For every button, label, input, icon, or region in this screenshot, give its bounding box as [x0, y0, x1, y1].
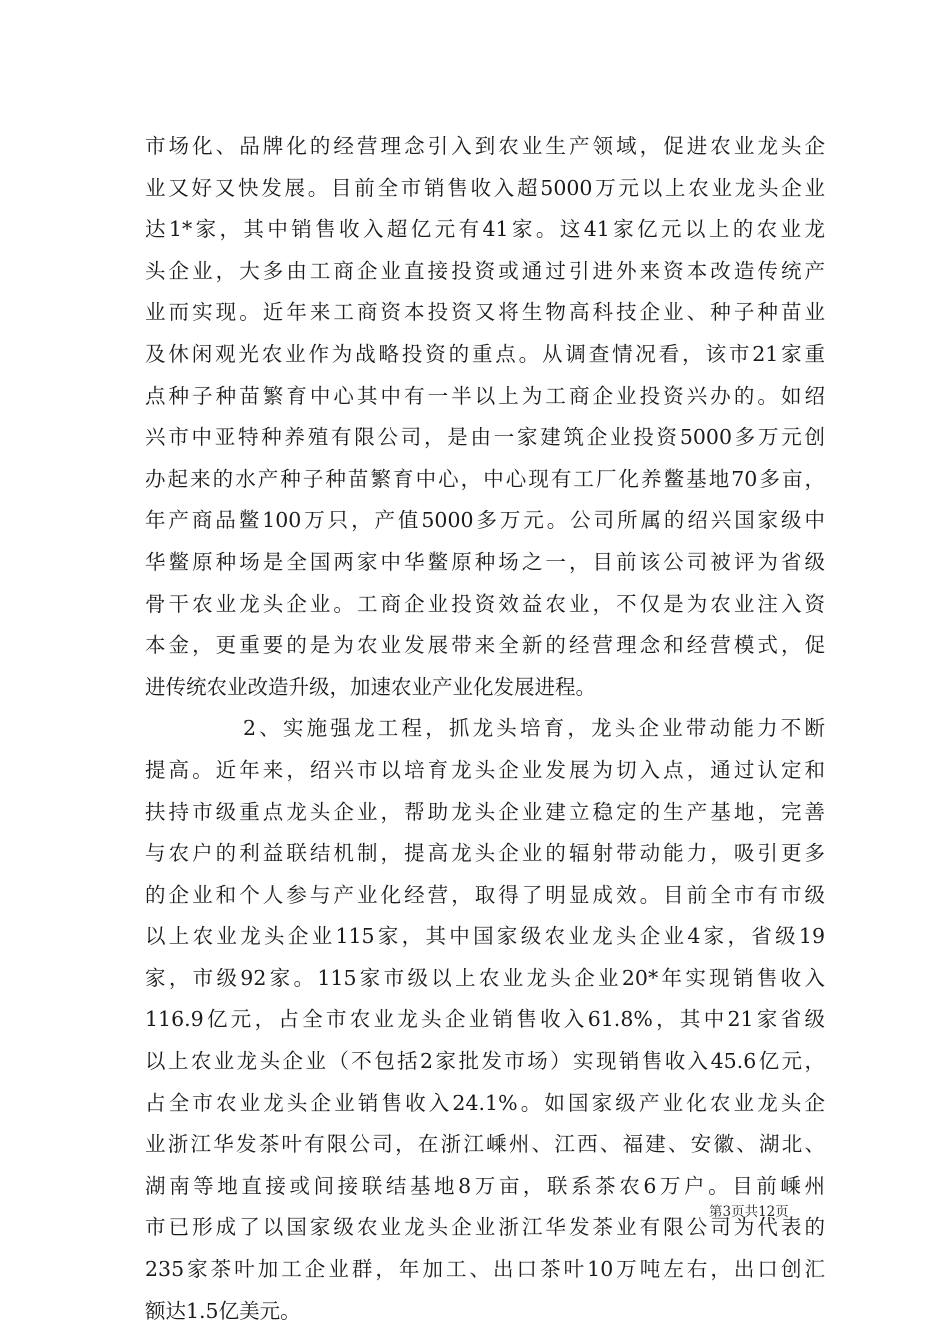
text-line: 235家茶叶加工企业群，年加工、出口茶叶10万吨左右，出口创汇 [145, 1257, 825, 1282]
text-line: 扶持市级重点龙头企业，帮助龙头企业建立稳定的生产基地，完善 [145, 799, 825, 824]
text-line: 占全市农业龙头企业销售收入24.1%。如国家级产业化农业龙头企 [145, 1090, 825, 1115]
text-line: 以上农业龙头企业（不包括2家批发市场）实现销售收入45.6亿元， [145, 1049, 825, 1074]
text-line: 2、实施强龙工程，抓龙头培育，龙头企业带动能力不断 [243, 716, 825, 741]
page-number-footer: 第3页共12页 [709, 1204, 789, 1220]
text-line: 进传统农业改造升级，加速农业产业化发展进程。 [145, 674, 596, 699]
text-line: 业浙江华发茶叶有限公司，在浙江嵊州、江西、福建、安徽、湖北、 [145, 1132, 825, 1157]
text-line: 头企业，大多由工商企业直接投资或通过引进外来资本改造传统产 [145, 258, 825, 283]
text-line: 湖南等地直接或间接联结基地8万亩，联系茶农6万户。目前嵊州 [145, 1173, 825, 1198]
text-line: 以上农业龙头企业115家，其中国家级农业龙头企业4家，省级19 [145, 924, 825, 949]
text-line: 市已形成了以国家级农业龙头企业浙江华发茶业有限公司为代表的 [145, 1215, 825, 1240]
text-line: 家，市级92家。115家市级以上农业龙头企业20*年实现销售收入 [145, 965, 825, 990]
text-line: 华鳖原种场是全国两家中华鳖原种场之一，目前该公司被评为省级 [145, 549, 825, 574]
text-line: 116.9亿元，占全市农业龙头企业销售收入61.8%，其中21家省级 [145, 1007, 825, 1032]
text-line: 业而实现。近年来工商资本投资又将生物高科技企业、种子种苗业 [145, 300, 825, 325]
text-line: 业又好又快发展。目前全市销售收入超5000万元以上农业龙头企业 [145, 175, 825, 200]
text-line: 达1*家，其中销售收入超亿元有41家。这41家亿元以上的农业龙 [145, 217, 825, 242]
body-text [145, 126, 825, 1332]
text-line: 兴市中亚特种养殖有限公司，是由一家建筑企业投资5000多万元创 [145, 425, 825, 450]
text-line: 及休闲观光农业作为战略投资的重点。从调查情况看，该市21家重 [145, 341, 825, 366]
text-line: 与农户的利益联结机制，提高龙头企业的辐射带动能力，吸引更多 [145, 841, 825, 866]
text-line: 市场化、品牌化的经营理念引入到农业生产领域，促进农业龙头企 [145, 134, 825, 158]
text-line: 点种子种苗繁育中心其中有一半以上为工商企业投资兴办的。如绍 [145, 383, 825, 408]
text-line: 办起来的水产种子种苗繁育中心，中心现有工厂化养鳖基地70多亩， [145, 466, 825, 491]
text-line: 额达1.5亿美元。 [145, 1298, 301, 1323]
text-line: 年产商品鳖100万只，产值5000多万元。公司所属的绍兴国家级中 [145, 508, 825, 533]
text-line: 骨干农业龙头企业。工商企业投资效益农业，不仅是为农业注入资 [145, 591, 825, 616]
text-line: 的企业和个人参与产业化经营，取得了明显成效。目前全市有市级 [145, 882, 825, 907]
text-line: 本金，更重要的是为农业发展带来全新的经营理念和经营模式，促 [145, 633, 825, 658]
text-line: 提高。近年来，绍兴市以培育龙头企业发展为切入点，通过认定和 [145, 757, 825, 782]
